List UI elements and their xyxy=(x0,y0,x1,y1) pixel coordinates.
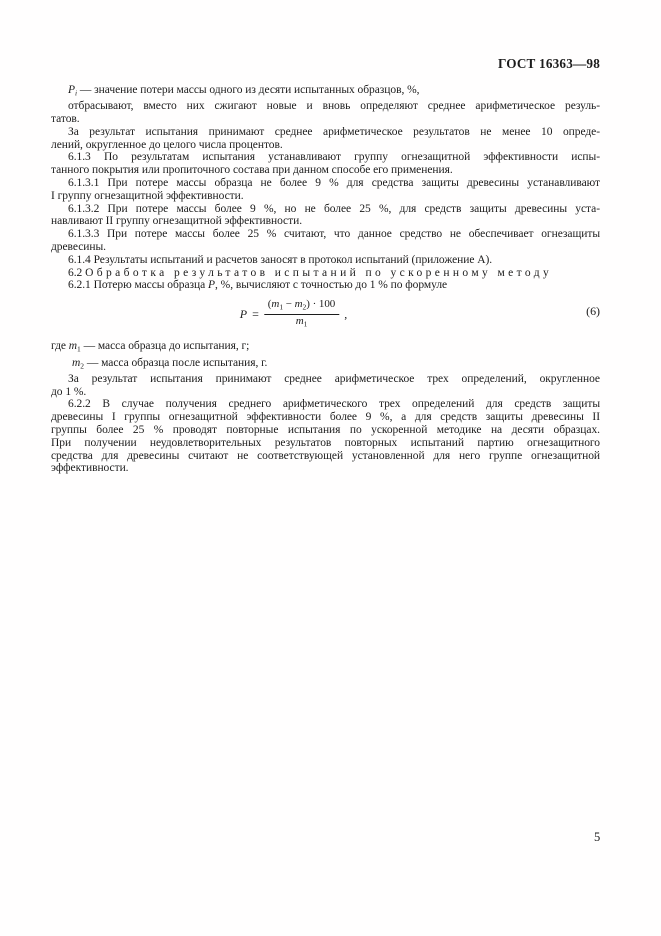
text-segment: 6.2.2 В случае получения среднего арифметического трех определений для средств защиты xyxy=(68,398,600,411)
text-line xyxy=(51,190,600,203)
text-segment: танного покрытия или пропиточного состава при данном способе его применения. xyxy=(51,164,453,177)
text-segment: — масса образца после испытания, г. xyxy=(84,356,268,369)
text-segment: 6.1.4 Результаты испытаний и расчетов заносят в протокол испытаний (приложение А). xyxy=(68,253,493,266)
body-blocks-1 xyxy=(51,84,600,292)
text-line xyxy=(51,228,600,241)
text-segment: 6.1.3.2 При потере массы более 9 %, но не более 25 %, для средств защиты древесины уста- xyxy=(68,202,600,215)
text-line xyxy=(51,126,600,139)
text-segment: отбрасывают, вместо них сжигают новые и вновь определяют среднее арифметическое резуль- xyxy=(68,100,600,113)
formula-fraction xyxy=(264,298,339,330)
text-line xyxy=(51,450,600,463)
para-pi-definition xyxy=(51,84,600,100)
text-segment: татов. xyxy=(51,113,80,126)
text-line xyxy=(51,373,600,386)
equation-number: (6) xyxy=(586,304,600,319)
document-body xyxy=(51,84,600,475)
text-line xyxy=(51,357,600,373)
text-line xyxy=(51,164,600,177)
text-segment: При получении неудовлетворительных результатов повторных испытаний партию огнезащитного xyxy=(51,436,600,449)
text-segment: За результат испытания принимают среднее арифметическое результатов не менее 10 опреде- xyxy=(68,125,600,138)
para-6-1-4 xyxy=(51,254,600,267)
text-segment: эффективности. xyxy=(51,462,129,475)
text-line xyxy=(51,411,600,424)
text-segment: m xyxy=(295,314,304,327)
text-line xyxy=(51,462,600,475)
page-number: 5 xyxy=(594,830,601,844)
text-segment: 2 xyxy=(302,302,307,312)
text-segment: средства для древесины считают не соответствующей установленной для него группе огнезащитной xyxy=(51,449,600,462)
text-line xyxy=(51,424,600,437)
formula-block xyxy=(51,297,600,327)
body-blocks-2 xyxy=(51,340,600,475)
text-segment: m xyxy=(68,340,78,353)
para-6-2-1 xyxy=(51,279,600,292)
text-line xyxy=(51,254,600,267)
formula-expression xyxy=(240,298,347,330)
text-line xyxy=(51,241,600,254)
text-segment: 6.1.3.3 При потере массы более 25 % считают, что данное средство не обеспечивает огнезащиты xyxy=(68,228,600,241)
text-line xyxy=(51,340,600,356)
text-segment: 6.2.1 Потерю массы образца xyxy=(68,279,209,292)
text-segment: древесины I группы огнезащитной эффективности более 9 %, а для средств защиты древесины II xyxy=(51,411,600,424)
text-segment: m xyxy=(294,298,303,311)
text-segment: i xyxy=(74,88,78,98)
text-segment: до 1 %. xyxy=(51,385,87,398)
para-6-2-2 xyxy=(51,398,600,475)
para-where-m2 xyxy=(51,357,600,373)
text-segment: 1 xyxy=(77,344,81,354)
text-segment: 1 xyxy=(279,302,284,312)
text-segment: За результат испытания принимают среднее арифметическое трех определений, округленное xyxy=(68,372,600,385)
text-segment: где xyxy=(51,340,69,353)
para-discard-samples xyxy=(51,100,600,126)
text-line xyxy=(51,386,600,399)
para-test-result-ten xyxy=(51,126,600,152)
text-segment: — значение потери массы одного из десяти испытанных образцов, %, xyxy=(77,84,420,96)
text-line xyxy=(51,437,600,450)
para-6-1-3-2 xyxy=(51,203,600,229)
text-line xyxy=(51,215,600,228)
text-segment: 6.1.3 По результатам испытания устанавливают группу огнезащитной эффективности испы- xyxy=(68,151,600,164)
text-segment: I группу огнезащитной эффективности. xyxy=(51,189,244,202)
text-segment: P xyxy=(68,84,75,96)
para-6-1-3-1 xyxy=(51,177,600,203)
text-line xyxy=(51,398,600,411)
text-line xyxy=(51,84,600,100)
text-segment: m xyxy=(271,298,280,311)
para-6-1-3-3 xyxy=(51,228,600,254)
formula-denominator xyxy=(296,315,308,331)
text-segment: ( xyxy=(267,298,272,311)
formula-trailing-comma: , xyxy=(344,306,348,321)
formula-equals-sign: = xyxy=(252,306,259,321)
text-segment: — масса образца до испытания, г; xyxy=(80,340,250,353)
para-test-result-three xyxy=(51,373,600,399)
text-segment: ) · 100 xyxy=(306,298,336,311)
text-segment: 6.1.3.1 При потере массы образца не более 9 % для средства защиты древесины устанавливают xyxy=(68,177,600,190)
text-segment: 6.2 xyxy=(68,266,86,279)
text-segment: − xyxy=(283,298,295,311)
text-segment: 2 xyxy=(80,361,85,371)
text-segment: навливают II группу огнезащитной эффективности. xyxy=(51,215,303,228)
text-line xyxy=(51,100,600,113)
para-6-1-3 xyxy=(51,151,600,177)
text-segment: , %, вычисляют с точностью до 1 % по формуле xyxy=(215,279,448,292)
text-segment: 1 xyxy=(303,319,308,329)
text-segment: древесины. xyxy=(51,241,106,254)
formula-lhs: P xyxy=(239,306,248,321)
text-line xyxy=(51,279,600,292)
heading-6-2 xyxy=(51,267,600,280)
text-line xyxy=(51,177,600,190)
text-segment: группы более 25 % проводят повторные испытания по ускоренной методике на десяти образцах. xyxy=(51,424,600,437)
text-line xyxy=(51,113,600,126)
text-line xyxy=(51,151,600,164)
para-where-m1 xyxy=(51,340,600,356)
document-header-standard-number: ГОСТ 16363—98 xyxy=(497,56,600,71)
text-line xyxy=(51,203,600,216)
text-segment: лений, округленное до целого числа процентов. xyxy=(51,138,283,151)
text-segment: m xyxy=(72,356,81,369)
formula-numerator xyxy=(264,298,339,315)
text-segment: Обработка результатов испытаний по ускоренному методу xyxy=(85,266,553,279)
text-segment: P xyxy=(208,279,216,292)
text-line xyxy=(51,267,600,280)
text-line xyxy=(51,139,600,152)
